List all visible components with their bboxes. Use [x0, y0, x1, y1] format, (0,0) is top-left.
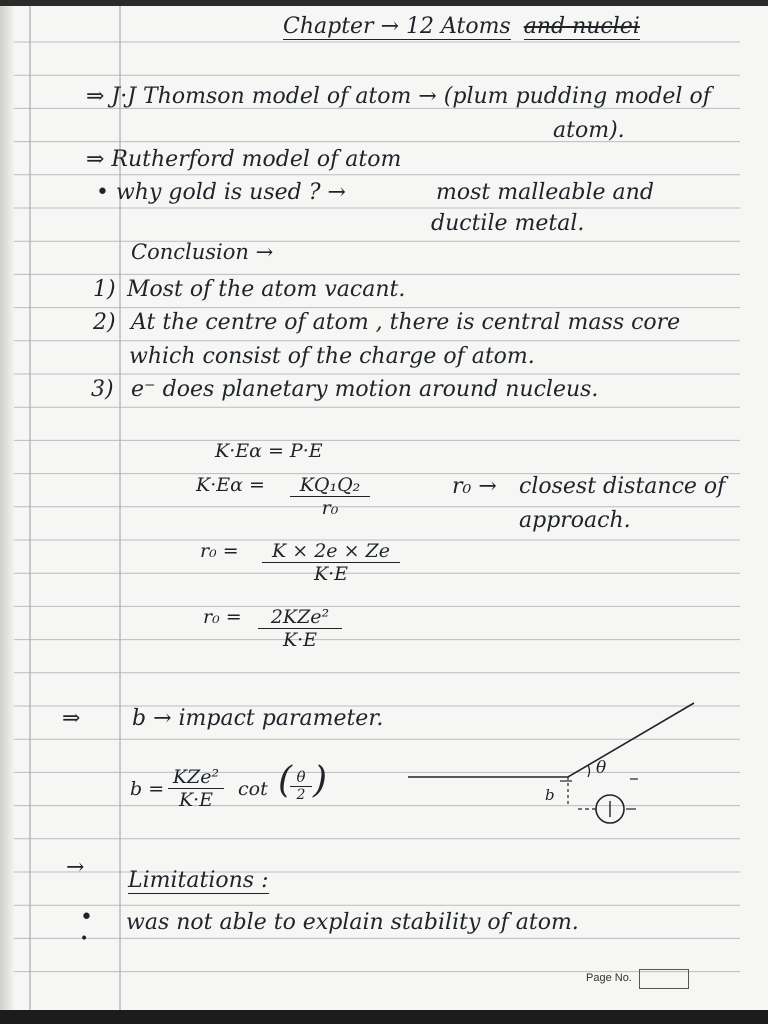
- equation-3-fraction: [262, 540, 400, 585]
- conclusion-2-cont: which consist of the charge of atom.: [129, 344, 535, 369]
- thomson-line-cont: atom).: [553, 118, 625, 143]
- thomson-line: ⇒ J·J Thomson model of atom → (plum pudding model of: [86, 84, 711, 109]
- equation-3-lhs: r₀ =: [200, 540, 239, 562]
- b-equation-denominator: K·E: [178, 789, 214, 811]
- rutherford-line: ⇒ Rutherford model of atom: [86, 147, 402, 172]
- equation-3-denominator: K·E: [313, 563, 349, 585]
- page-number-label: Page No.: [586, 972, 632, 984]
- r0-definition-2: approach.: [519, 508, 631, 533]
- gold-question: • why gold is used ? →: [96, 180, 346, 205]
- impact-parameter-text: b → impact parameter.: [132, 706, 384, 731]
- conclusion-3-number: 3): [91, 377, 114, 402]
- limitations-bullet-2: •: [80, 931, 89, 947]
- gold-answer-1: most malleable and: [436, 180, 654, 205]
- equation-2-lhs: K·Eα =: [196, 474, 265, 496]
- b-equation-fraction: [168, 766, 224, 811]
- limitations-bullet: •: [80, 905, 93, 930]
- b-equation-lhs: b =: [130, 778, 165, 800]
- limitation-item-1: was not able to explain stability of atom.: [126, 910, 579, 935]
- r0-definition-1: closest distance of: [519, 474, 726, 499]
- alpha-trajectory: [408, 703, 694, 777]
- figure-b-label: b: [545, 786, 555, 804]
- impact-arrow: ⇒: [62, 706, 81, 731]
- cot-close-paren: ): [313, 760, 328, 801]
- figure-theta-label: θ: [596, 758, 607, 778]
- conclusion-heading: Conclusion →: [131, 240, 274, 264]
- equation-3-numerator: K × 2e × Ze: [262, 540, 400, 563]
- b-equation-numerator: KZe²: [168, 766, 224, 789]
- equation-4-lhs: r₀ =: [203, 606, 242, 628]
- equation-2-denominator: r₀: [321, 497, 339, 519]
- conclusion-1-number: 1): [93, 277, 116, 302]
- theta-denominator: 2: [296, 787, 306, 803]
- limitations-title: [128, 868, 269, 893]
- conclusion-2: At the centre of atom , there is central mass core: [131, 310, 681, 335]
- conclusion-3: e⁻ does planetary motion around nucleus.: [131, 377, 599, 402]
- limitations-arrow: →: [66, 855, 85, 880]
- page-number-box: [639, 969, 689, 989]
- equation-2-numerator: KQ₁Q₂: [290, 474, 370, 497]
- equation-2-fraction: [290, 474, 370, 519]
- scattering-diagram: [400, 695, 700, 835]
- gold-answer-2: ductile metal.: [431, 211, 585, 236]
- cot-label: cot: [238, 778, 268, 800]
- cot-open-paren: (: [278, 760, 293, 801]
- conclusion-2-number: 2): [93, 310, 116, 335]
- limitations-title-text: Limitations :: [128, 868, 269, 893]
- struck-text: and nuclei: [523, 14, 640, 39]
- angle-arc: [588, 765, 590, 777]
- bottom-edge: [0, 1010, 768, 1024]
- equation-4-numerator: 2KZe²: [258, 606, 342, 629]
- theta-numerator: θ: [290, 768, 312, 787]
- equation-4-fraction: [258, 606, 342, 651]
- chapter-title: Chapter → 12 Atoms and nuclei: [283, 14, 640, 39]
- theta-half-fraction: [290, 768, 312, 803]
- incident-path: [408, 703, 694, 777]
- r0-label: r₀ →: [452, 474, 497, 499]
- conclusion-1: Most of the atom vacant.: [127, 277, 406, 302]
- equation-ke-pe: K·Eα = P·E: [215, 440, 323, 462]
- equation-4-denominator: K·E: [282, 629, 318, 651]
